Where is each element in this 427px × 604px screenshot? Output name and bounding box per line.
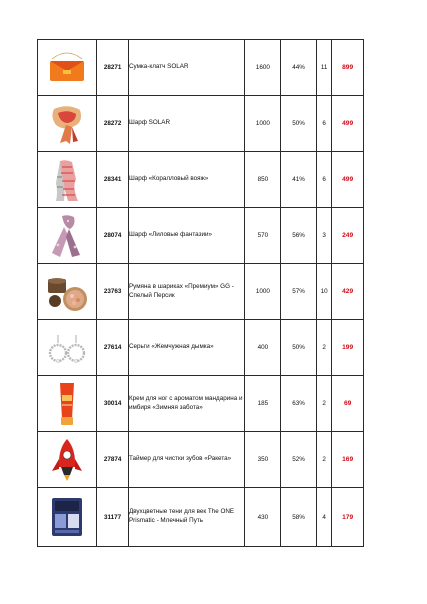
product-image-cell [38,432,97,488]
sale-price: 429 [332,264,364,320]
points: 2 [316,376,331,432]
product-name: Шарф SOLAR [128,96,245,152]
product-name: Сумка-клатч SOLAR [128,40,245,96]
points: 6 [316,96,331,152]
product-image-cell [38,320,97,376]
base-price: 850 [245,152,281,208]
product-code: 27874 [97,432,129,488]
product-code: 30014 [97,376,129,432]
base-price: 1000 [245,96,281,152]
discount-percent: 57% [281,264,317,320]
table-row [38,320,364,376]
discount-percent: 63% [281,376,317,432]
eyeshadow-duo-image [42,494,92,540]
points: 3 [316,208,331,264]
product-name: Шарф «Лиловые фантазии» [128,208,245,264]
sale-price: 249 [332,208,364,264]
product-code: 31177 [97,488,129,547]
points: 10 [316,264,331,320]
base-price: 570 [245,208,281,264]
sale-price: 169 [332,432,364,488]
sale-price: 499 [332,152,364,208]
points: 2 [316,432,331,488]
table-row [38,264,364,320]
product-image-cell [38,488,97,547]
foot-cream-tube-image [42,381,92,427]
product-name: Крем для ног с ароматом мандарина и имбиря «Зимняя забота» [128,376,245,432]
product-name: Таймер для чистки зубов «Ракета» [128,432,245,488]
discount-percent: 58% [281,488,317,547]
product-image-cell [38,208,97,264]
product-image-cell [38,376,97,432]
discount-percent: 41% [281,152,317,208]
base-price: 350 [245,432,281,488]
points: 6 [316,152,331,208]
sale-price: 199 [332,320,364,376]
product-image-cell [38,40,97,96]
base-price: 1600 [245,40,281,96]
product-code: 23763 [97,264,129,320]
scarf-solar-image [42,101,92,147]
points: 2 [316,320,331,376]
product-code: 28074 [97,208,129,264]
base-price: 185 [245,376,281,432]
coral-scarf-image [42,157,92,203]
lilac-scarf-image [42,213,92,259]
product-image-cell [38,264,97,320]
table-row [38,152,364,208]
table-row [38,488,364,547]
sale-price: 69 [332,376,364,432]
table-row [38,208,364,264]
product-code: 27614 [97,320,129,376]
blush-pearls-image [42,269,92,315]
discount-percent: 50% [281,320,317,376]
product-table [37,39,364,547]
points: 11 [316,40,331,96]
product-code: 28272 [97,96,129,152]
discount-percent: 56% [281,208,317,264]
table-row [38,376,364,432]
pearl-earrings-image [42,325,92,371]
table-row [38,432,364,488]
product-image-cell [38,152,97,208]
product-name: Двухцветные тени для век The ONE Prismatic - Млечный Путь [128,488,245,547]
table-row [38,40,364,96]
base-price: 400 [245,320,281,376]
base-price: 1000 [245,264,281,320]
sale-price: 179 [332,488,364,547]
points: 4 [316,488,331,547]
base-price: 430 [245,488,281,547]
rocket-toothbrush-timer-image [42,437,92,483]
sale-price: 899 [332,40,364,96]
sale-price: 499 [332,96,364,152]
discount-percent: 52% [281,432,317,488]
table-row [38,96,364,152]
orange-clutch-bag-image [42,45,92,91]
product-name: Шарф «Коралловый вояж» [128,152,245,208]
discount-percent: 44% [281,40,317,96]
product-name: Румяна в шариках «Премиум» GG - Спелый Персик [128,264,245,320]
discount-percent: 50% [281,96,317,152]
product-image-cell [38,96,97,152]
product-code: 28271 [97,40,129,96]
product-name: Серьги «Жемчужная дымка» [128,320,245,376]
product-code: 28341 [97,152,129,208]
